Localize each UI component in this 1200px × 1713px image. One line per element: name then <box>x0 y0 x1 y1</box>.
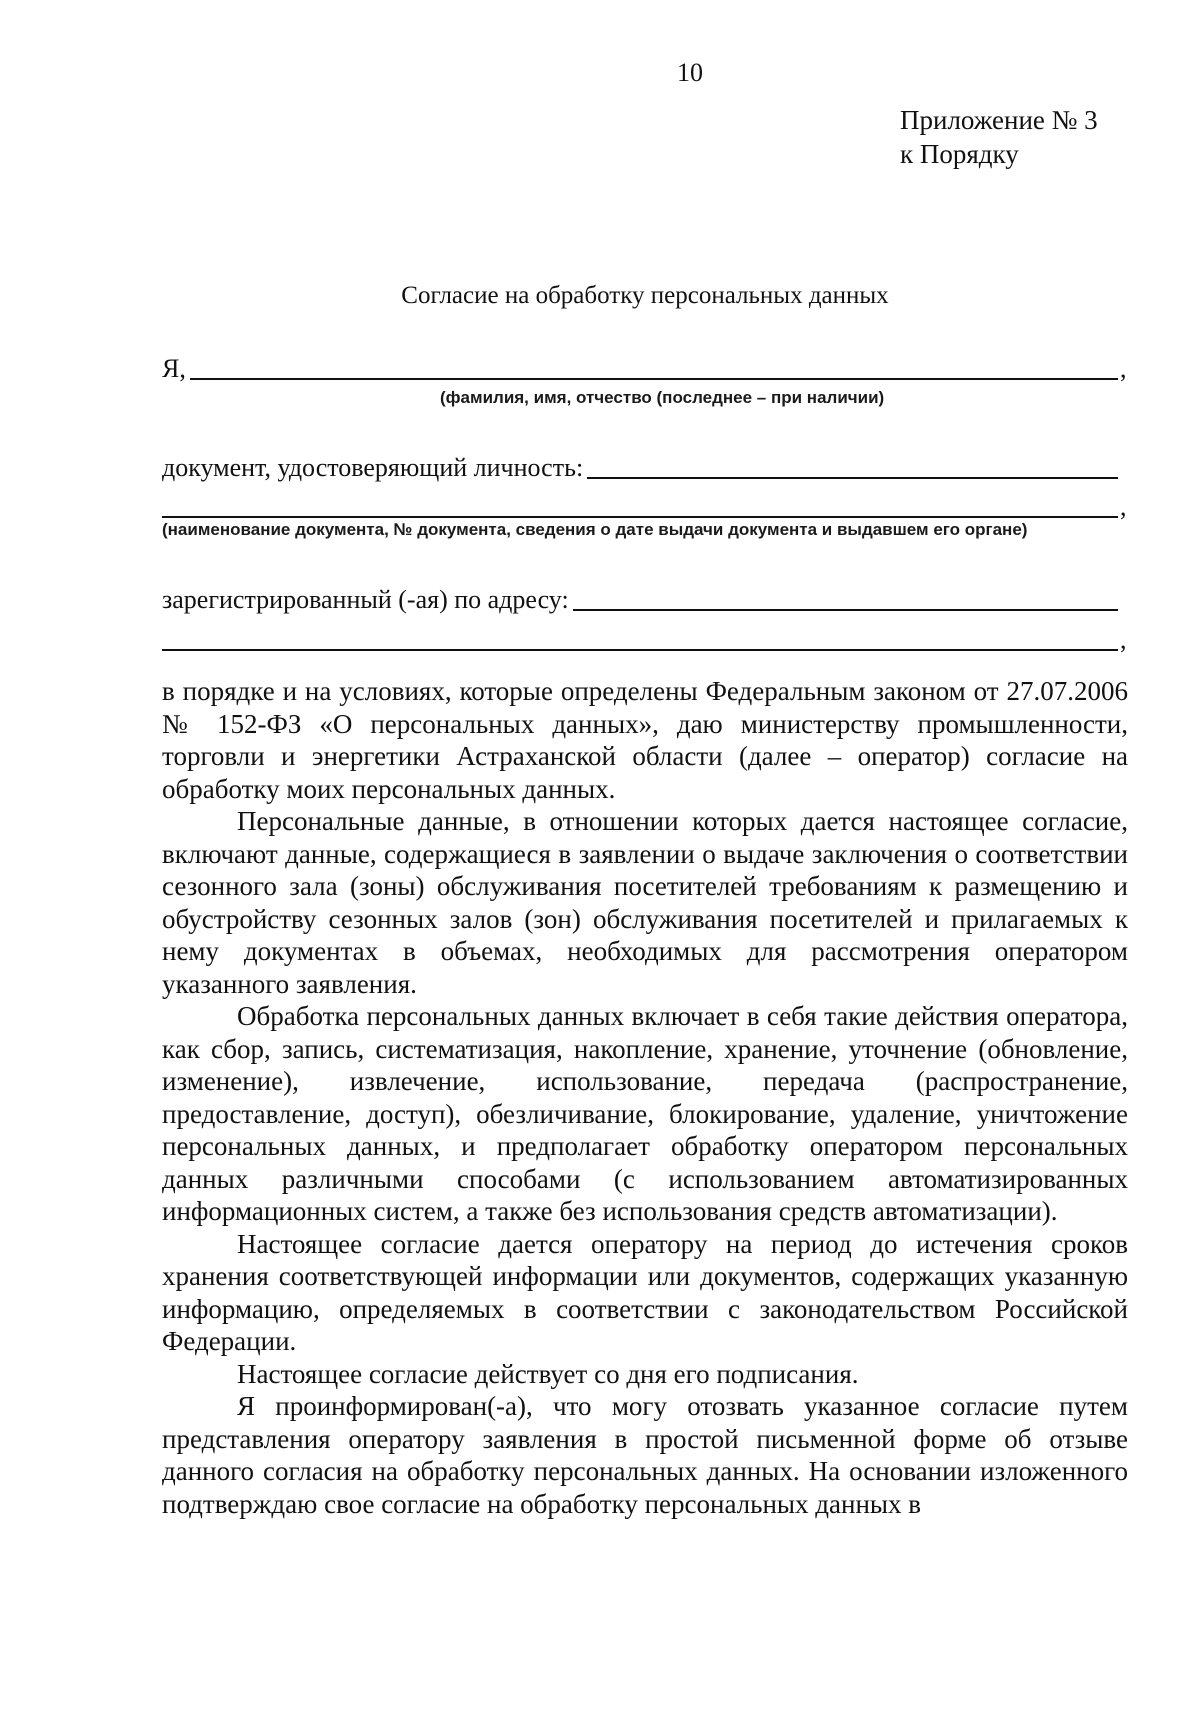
consent-body <box>162 675 1128 1520</box>
name-row <box>162 352 1130 384</box>
paragraph-2: Персональные данные, в отношении которых дается настоящее согласие, включают данные, содержащиеся в заявлении о выдаче заключения о соответствии сезонного зала (зоны) обслуживания посетителей требованиям к размещению и обустройству сезонных залов (зон) обслуживания посетителей и прилагаемых к нему документах в объемах, необходимых для рассмотрения оператором указанного заявления. <box>162 806 1128 999</box>
name-caption: (фамилия, имя, отчество (последнее – при наличии) <box>440 388 885 407</box>
paragraph-1: в порядке и на условиях, которые определены Федеральным законом от 27.07.2006 № 152-ФЗ «О персональных данных», даю министерству промышленности, торговли и энергетики Астраханской области (далее – оператор) согласие на обработку моих персональных данных. <box>162 676 1128 804</box>
paragraph-5: Настоящее согласие действует со дня его подписания. <box>237 1358 859 1389</box>
document-row-2 <box>162 490 1130 522</box>
address-row-2 <box>162 623 1130 655</box>
paragraph-3: Обработка персональных данных включает в себя такие действия оператора, как сбор, запись, систематизация, накопление, хранение, уточнение (обновление, изменение), извлечение, использование, передача (распространение, предоставление, доступ), обезличивание, блокирование, удаление, уничтожение персональных данных, и предполагает обработку оператором персональных данных различными способами (с использованием автоматизированных информационных систем, а также без использования средств автоматизации). <box>162 1001 1128 1226</box>
paragraph-6: Я проинформирован(-а), что могу отозвать указанное согласие путем представления оператору заявления в простой письменной форме об отзыве данного согласия на обработку персональных данных. На основании изложенного подтверждаю свое согласие на обработку персональных данных в <box>162 1391 1128 1519</box>
address-comma: , <box>1120 625 1127 654</box>
address-label: зарегистрированный (-ая) по адресу: <box>162 585 569 614</box>
document-title: Согласие на обработку персональных данных <box>401 282 889 309</box>
paragraph-4: Настоящее согласие дается оператору на период до истечения сроков хранения соответствующей информации или документов, содержащих указанную информацию, определяемых в соответствии с законодательством Российской Федерации. <box>162 1228 1128 1356</box>
page-number: 10 <box>677 58 703 87</box>
address-blank-line-2 <box>162 623 1118 651</box>
name-blank-line <box>190 352 1118 380</box>
name-prefix: Я, <box>162 354 186 383</box>
address-row <box>162 583 1130 615</box>
document-label: документ, удостоверяющий личность: <box>162 453 584 482</box>
document-caption: (наименование документа, № документа, сведения о дате выдачи документа и выдавшем его органе) <box>162 520 1028 539</box>
document-blank-line <box>587 451 1118 479</box>
address-blank-line <box>573 583 1118 611</box>
name-comma: , <box>1120 354 1127 383</box>
appendix-number: Приложение № 3 <box>900 105 1098 135</box>
appendix-header <box>900 103 1098 171</box>
document-comma: , <box>1120 492 1127 521</box>
document-row <box>162 451 1130 483</box>
document-blank-line-2 <box>162 490 1118 518</box>
appendix-reference: к Порядку <box>900 139 1019 169</box>
